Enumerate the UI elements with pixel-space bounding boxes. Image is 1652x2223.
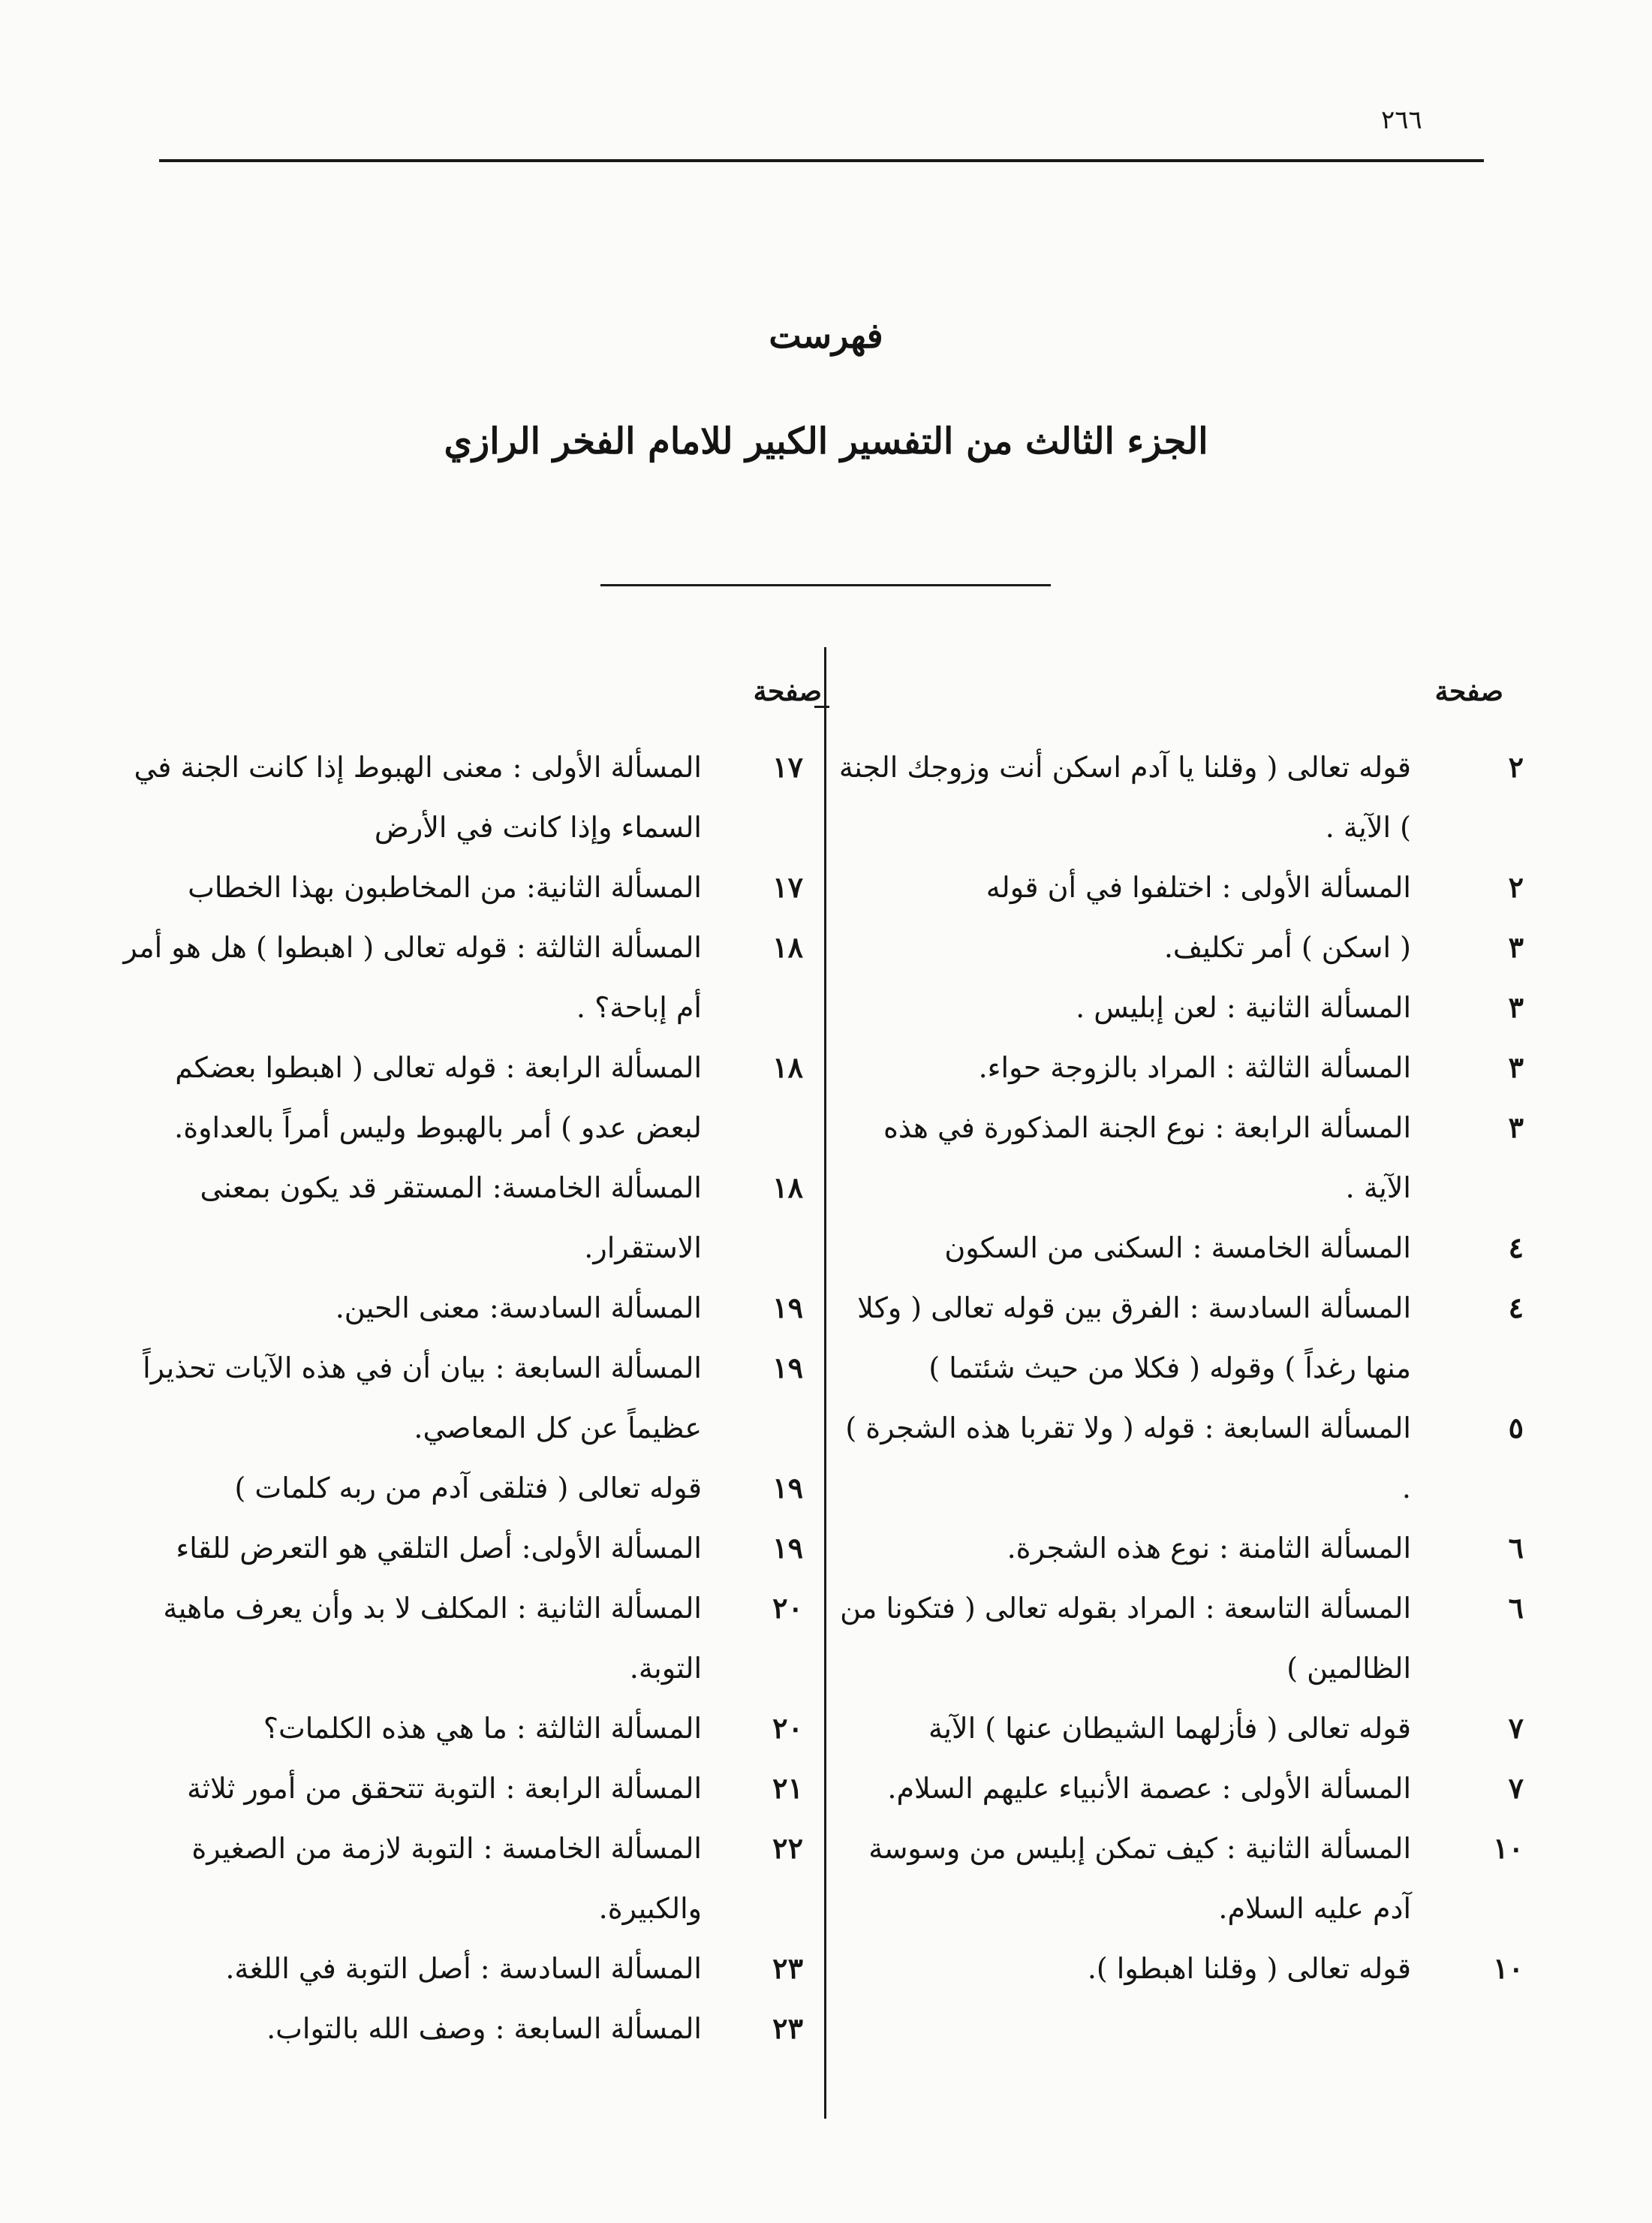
toc-entry-text: المسألة الخامسة : التوبة لازمة من الصغيرة والكبيرة. [191,1832,702,1925]
toc-entry [113,1338,818,1458]
toc-entry-page: ١٩ [772,1471,803,1505]
toc-entry-text: قوله تعالى ( فأزلهما الشيطان عنها ) الآية [928,1712,1411,1745]
toc-entry-text: المسألة السادسة : الفرق بين قوله تعالى ( وكلا منها رغداً ) وقوله ( فكلا من حيث شئتما ) [857,1291,1411,1384]
toc-entry-page: ٤ [1508,1291,1524,1324]
toc-entry-page: ٦ [1508,1531,1524,1565]
separator-rule [600,584,1051,586]
toc-entry-page: ١٨ [772,930,803,964]
toc-entry-page: ٤ [1508,1230,1524,1264]
toc-entry [829,1698,1524,1758]
toc-entry-page: ٧ [1508,1711,1524,1745]
toc-entry [113,1698,818,1758]
toc-entry [113,1158,818,1278]
toc-entry-page: ٧ [1508,1771,1524,1805]
toc-entry [829,1278,1524,1398]
toc-entry-text: المسألة الثالثة : المراد بالزوجة حواء. [978,1051,1411,1084]
toc-entry-page: ٣ [1508,1050,1524,1084]
toc-entry-text: المسألة السابعة : قوله ( ولا تقربا هذه الشجرة ) . [845,1411,1411,1505]
toc-entry [113,1818,818,1938]
toc-entry [113,1938,818,1999]
toc-entry-text: المسألة الثانية : لعن إبليس . [1076,991,1411,1024]
toc-entry [829,917,1524,977]
toc-entry-page: ٢٢ [772,1831,803,1865]
toc-entry-text: المسألة الأولى : عصمة الأنبياء عليهم السلام. [887,1772,1411,1805]
toc-entry-page: ٦ [1508,1591,1524,1625]
toc-entry-page: ١٨ [772,1050,803,1084]
column-divider [824,647,826,2119]
toc-entry-page: ١٧ [772,750,803,784]
toc-entry-page: ١٠ [1493,1831,1524,1865]
toc-entry-text: المسألة الخامسة : السكنى من السكون [944,1231,1411,1264]
toc-entry [829,857,1524,917]
toc-entry-text: قوله تعالى ( وقلنا اهبطوا ). [1087,1952,1411,1985]
toc-entry [113,917,818,1038]
toc-entry-page: ٣ [1508,1110,1524,1144]
toc-entry-text: المسألة الرابعة : نوع الجنة المذكورة في هذه الآية . [883,1111,1411,1204]
toc-entry [829,1218,1524,1278]
toc-entry [113,1458,818,1518]
toc-entry [829,1938,1524,1999]
toc-entry [113,1518,818,1578]
toc-entry [829,1098,1524,1218]
page-subtitle: الجزء الثالث من التفسير الكبير للامام الفخر الرازي [444,420,1208,462]
toc-entry-text: المسألة التاسعة : المراد بقوله تعالى ( فتكونا من الظالمين ) [840,1592,1411,1685]
toc-entry [829,1398,1524,1518]
toc-entry-text: المسألة الثانية : المكلف لا بد وأن يعرف ماهية التوبة. [163,1592,702,1685]
toc-entry [113,1038,818,1158]
toc-entry [113,1578,818,1698]
toc-entry-page: ٢٠ [772,1711,803,1745]
toc-entry-text: المسألة السابعة : وصف الله بالتواب. [266,2012,702,2045]
toc-entry [829,1818,1524,1938]
toc-entry-text: المسألة الثالثة : ما هي هذه الكلمات؟ [263,1712,702,1745]
toc-entry [113,857,818,917]
toc-entry-page: ١٩ [772,1291,803,1324]
toc-entry-text: المسألة الثانية : كيف تمكن إبليس من وسوسة آدم عليه السلام. [868,1832,1411,1925]
toc-entry-text: المسألة الخامسة: المستقر قد يكون بمعنى الاستقرار. [200,1171,702,1264]
toc-entry-page: ٢٣ [772,1951,803,1985]
right-column-header: صفحة [1434,676,1503,707]
toc-entry-text: المسألة السادسة: معنى الحين. [335,1291,702,1324]
toc-entry [113,1758,818,1818]
toc-entry-text: المسألة السابعة : بيان أن في هذه الآيات تحذيراً عظيماً عن كل المعاصي. [143,1351,702,1444]
toc-entry-page: ١٩ [772,1531,803,1565]
toc-entry-text: المسألة الثامنة : نوع هذه الشجرة. [1007,1532,1411,1565]
toc-entry-page: ٢ [1508,750,1524,784]
toc-entry-page: ٣ [1508,990,1524,1024]
toc-entry-text: قوله تعالى ( فتلقى آدم من ربه كلمات ) [234,1471,702,1505]
toc-entry-page: ٢٣ [772,2011,803,2045]
right-column-entries [829,737,1524,1999]
toc-entry-text: المسألة الأولى: أصل التلقي هو التعرض للقاء [176,1532,702,1565]
toc-entry-text: المسألة الرابعة : التوبة تتحقق من أمور ثلاثة [187,1772,702,1805]
toc-entry [829,1758,1524,1818]
toc-entry [829,1518,1524,1578]
toc-entry-text: المسألة الثانية: من المخاطبون بهذا الخطاب [188,871,702,904]
toc-entry-page: ١٠ [1493,1951,1524,1985]
toc-entry [829,977,1524,1038]
toc-entry-page: ٢٠ [772,1591,803,1625]
toc-entry-text: قوله تعالى ( وقلنا يا آدم اسكن أنت وزوجك الجنة ) الآية . [838,751,1411,844]
toc-entry [113,1278,818,1338]
toc-entry [829,1038,1524,1098]
toc-entry [829,737,1524,857]
page-number: ٢٦٦ [1381,105,1422,135]
toc-entry-text: المسألة الأولى : معنى الهبوط إذا كانت الجنة في السماء وإذا كانت في الأرض [134,751,702,844]
toc-entry-page: ٥ [1508,1411,1524,1444]
toc-entry-text: ( اسكن ) أمر تكليف. [1163,931,1411,964]
toc-entry [113,737,818,857]
left-column-header: صفحة [753,676,822,707]
toc-entry [113,1999,818,2059]
page-title: فهرست [769,315,883,356]
left-column-entries [113,737,818,2059]
toc-entry-text: المسألة الأولى : اختلفوا في أن قوله [985,871,1411,904]
toc-entry-page: ٢ [1508,870,1524,904]
toc-entry-text: المسألة الرابعة : قوله تعالى ( اهبطوا بعضكم لبعض عدو ) أمر بالهبوط وليس أمراً بالعداوة. [174,1051,702,1144]
toc-entry-text: المسألة السادسة : أصل التوبة في اللغة. [225,1952,702,1985]
toc-entry-page: ١٩ [772,1351,803,1384]
toc-entry [829,1578,1524,1698]
toc-entry-page: ٢١ [772,1771,803,1805]
toc-entry-text: المسألة الثالثة : قوله تعالى ( اهبطوا ) هل هو أمر أم إباحة؟ . [123,931,702,1024]
top-rule [159,159,1484,162]
toc-entry-page: ٣ [1508,930,1524,964]
toc-entry-page: ١٨ [772,1170,803,1204]
toc-entry-page: ١٧ [772,870,803,904]
